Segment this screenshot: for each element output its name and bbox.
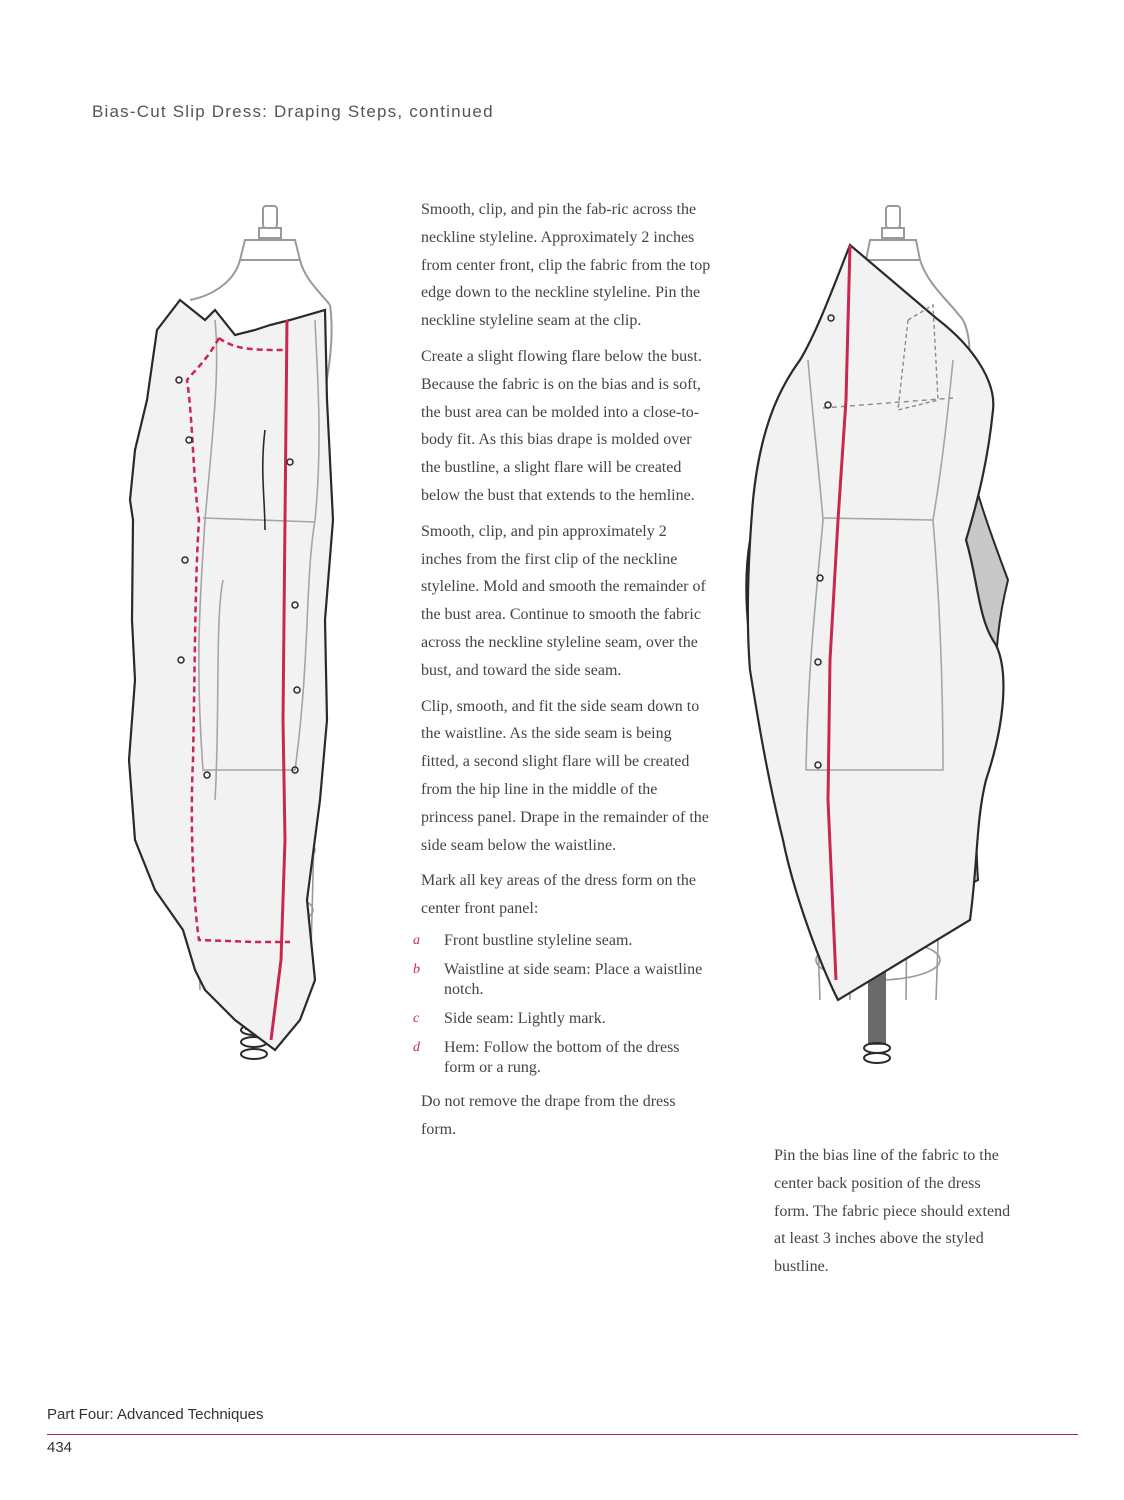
- list-item: c Side seam: Lightly mark.: [413, 1009, 606, 1027]
- list-marker: d: [413, 1039, 420, 1055]
- step-paragraph: Create a slight flowing flare below the bust. Because the fabric is on the bias and is soft, the bust area can be molded into a close-to-body fit. As this bias drape is molded over the bustline, a slight flare will be created below the bust that extends to the hemline.: [421, 347, 702, 504]
- list-marker: b: [413, 961, 420, 977]
- step-paragraph: Clip, smooth, and fit the side seam down to the waistline. As the side seam is being fitted, a second slight flare will be created from the hip line in the middle of the princess panel. Drape in the remainder of the side seam below the waistline.: [421, 697, 709, 854]
- step-paragraph: Smooth, clip, and pin approximately 2 inches from the first clip of the neckline styleline. Mold and smooth the remainder of the bust area. Continue to smooth the fabric across the neckline styleline seam, over the bust, and toward the side seam.: [421, 522, 706, 679]
- right-caption: [774, 1142, 1014, 1281]
- list-item: a Front bustline styleline seam.: [413, 931, 633, 949]
- back-drape-illustration: [738, 200, 1023, 1070]
- footer-rule: [47, 1434, 1078, 1435]
- list-item: b Waistline at side seam: Place a waistline notch.: [413, 960, 703, 998]
- step-paragraph: Mark all key areas of the dress form on the center front panel:: [421, 872, 697, 918]
- draping-instructions: [413, 196, 711, 1152]
- page-number: 434: [47, 1439, 73, 1456]
- front-drape-illustration: [95, 200, 355, 1070]
- list-marker: a: [413, 932, 420, 948]
- footer-part-label: Part Four: Advanced Techniques: [47, 1406, 264, 1423]
- mark-list: [413, 931, 711, 1078]
- caption-paragraph: Pin the bias line of the fabric to the center back position of the dress form. The fabric piece should extend at least 3 inches above the styled bustline.: [774, 1147, 1011, 1276]
- list-item: d Hem: Follow the bottom of the dress form or a rung.: [413, 1038, 680, 1076]
- closing-note: Do not remove the drape from the dress form.: [421, 1092, 676, 1138]
- list-marker: c: [413, 1010, 420, 1026]
- running-title: Bias-Cut Slip Dress: Draping Steps, continued: [92, 102, 494, 121]
- step-paragraph: Smooth, clip, and pin the fab-ric across the neckline styleline. Approximately 2 inches from center front, clip the fabric from the top edge down to the neckline styleline. Pin the neckline styleline seam at the clip.: [421, 201, 711, 330]
